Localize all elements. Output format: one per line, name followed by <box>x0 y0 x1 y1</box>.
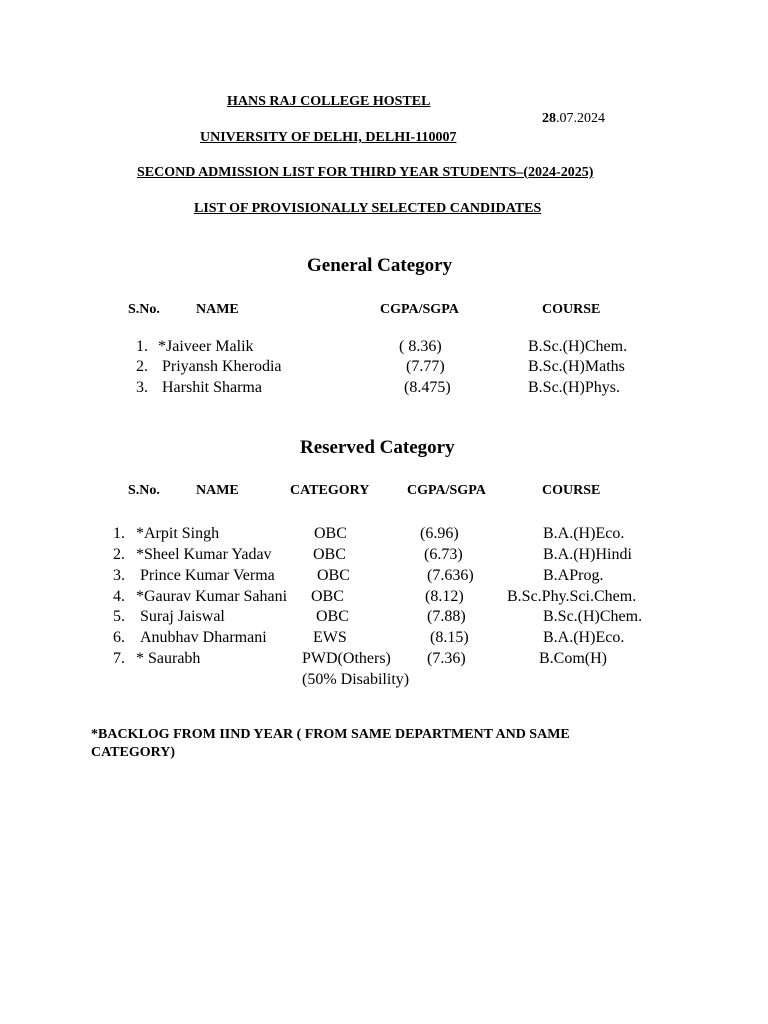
row-sno: 1. <box>113 525 125 542</box>
admission-list-title: SECOND ADMISSION LIST FOR THIRD YEAR STUDENTS–(2024-2025) <box>137 165 594 180</box>
row-name: Priyansh Kherodia <box>162 358 282 375</box>
reserved-col-cgpa: CGPA/SGPA <box>407 483 486 498</box>
row-course: B.Sc.(H)Chem. <box>543 608 643 625</box>
hostel-title: HANS RAJ COLLEGE HOSTEL <box>227 94 431 109</box>
row-course: B.Sc.Phy.Sci.Chem. <box>507 588 637 605</box>
reserved-col-course: COURSE <box>542 483 601 498</box>
row-cgpa: (7.77) <box>406 358 445 375</box>
row-sno: 3. <box>113 567 125 584</box>
row-sno: 2. <box>113 546 125 563</box>
row-sno: 6. <box>113 629 125 646</box>
row-name: Anubhav Dharmani <box>140 629 267 646</box>
general-col-cgpa: CGPA/SGPA <box>380 302 459 317</box>
row-sno: 4. <box>113 588 125 605</box>
row-sno: 2. <box>136 358 148 375</box>
row-course: B.Sc.(H)Chem. <box>528 338 628 355</box>
row-name: Prince Kumar Verma <box>140 567 275 584</box>
reserved-category-heading: Reserved Category <box>300 437 455 458</box>
row-course: B.A.(H)Hindi <box>543 546 632 563</box>
backlog-footnote-line1: *BACKLOG FROM IIND YEAR ( FROM SAME DEPARTMENT AND SAME <box>91 727 570 742</box>
general-category-heading: General Category <box>307 255 453 276</box>
row-cgpa: (8.15) <box>430 629 469 646</box>
row-name: Harshit Sharma <box>162 379 262 396</box>
row-name: Suraj Jaiswal <box>140 608 225 625</box>
row-category: OBC <box>313 546 346 563</box>
row-name: *Arpit Singh <box>136 525 220 542</box>
date-day: 28 <box>542 111 556 126</box>
row-course: B.Sc.(H)Maths <box>528 358 625 375</box>
backlog-footnote-line2: CATEGORY) <box>91 745 176 760</box>
general-col-sno: S.No. <box>128 302 160 317</box>
row-cgpa: (7.88) <box>427 608 466 625</box>
general-col-course: COURSE <box>542 302 601 317</box>
row-sno: 1. <box>136 338 148 355</box>
row-cgpa: (6.96) <box>420 525 459 542</box>
row-name: *Jaiveer Malik <box>158 338 254 355</box>
disability-note: (50% Disability) <box>302 671 410 688</box>
row-category: OBC <box>314 525 347 542</box>
reserved-col-category: CATEGORY <box>290 483 370 498</box>
list-date <box>542 111 605 127</box>
row-name: *Sheel Kumar Yadav <box>136 546 272 563</box>
provisional-list-title: LIST OF PROVISIONALLY SELECTED CANDIDATES <box>194 201 542 216</box>
row-name: * Saurabh <box>136 650 201 667</box>
row-course: B.Com(H) <box>539 650 607 667</box>
row-cgpa: (6.73) <box>424 546 463 563</box>
row-category: PWD(Others) <box>302 650 391 667</box>
row-course: B.A.(H)Eco. <box>543 525 625 542</box>
row-course: B.Sc.(H)Phys. <box>528 379 621 396</box>
row-cgpa: (8.475) <box>404 379 451 396</box>
reserved-col-sno: S.No. <box>128 483 160 498</box>
row-category: OBC <box>311 588 344 605</box>
row-category: OBC <box>316 608 349 625</box>
row-sno: 7. <box>113 650 125 667</box>
row-cgpa: (7.636) <box>427 567 474 584</box>
row-cgpa: (7.36) <box>427 650 466 667</box>
row-name: *Gaurav Kumar Sahani <box>136 588 288 605</box>
reserved-col-name: NAME <box>196 483 239 498</box>
date-rest: .07.2024 <box>556 111 605 126</box>
row-category: EWS <box>313 629 347 646</box>
university-title: UNIVERSITY OF DELHI, DELHI-110007 <box>200 130 457 145</box>
row-course: B.A.(H)Eco. <box>543 629 625 646</box>
general-col-name: NAME <box>196 302 239 317</box>
row-cgpa: (8.12) <box>425 588 464 605</box>
row-cgpa: ( 8.36) <box>399 338 442 355</box>
row-sno: 3. <box>136 379 148 396</box>
row-category: OBC <box>317 567 350 584</box>
row-sno: 5. <box>113 608 125 625</box>
row-course: B.AProg. <box>543 567 604 584</box>
